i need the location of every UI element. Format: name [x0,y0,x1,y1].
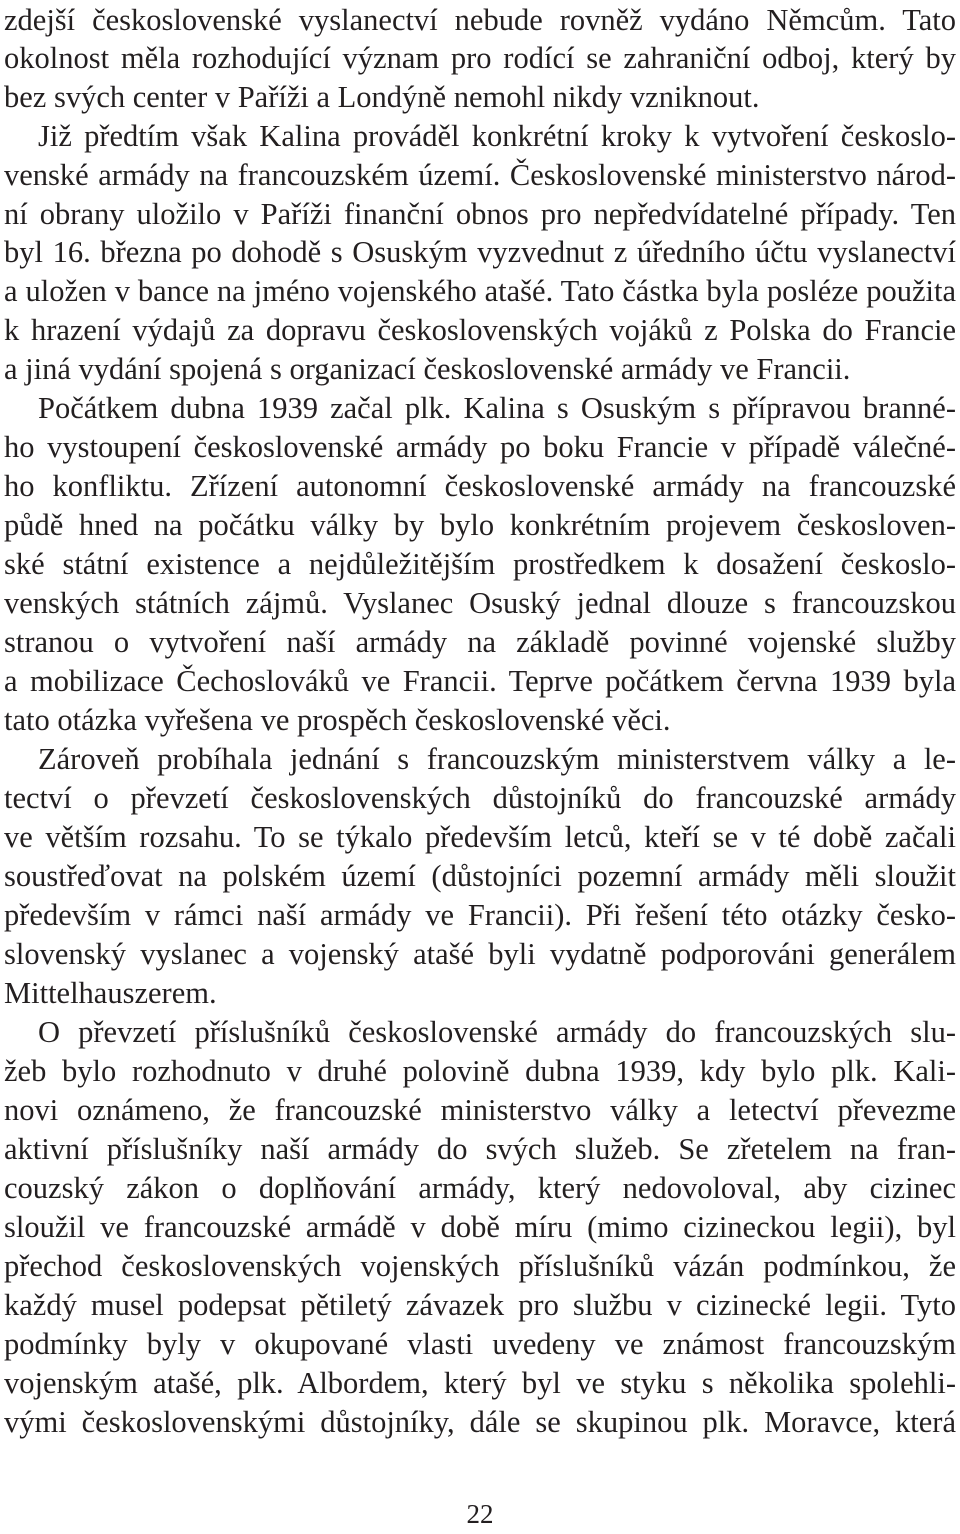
text-line: vými československými důstojníky, dále se skupinou plk. Moravce, která [4,1405,956,1439]
text-line: tato otázka vyřešena ve prospěch československé věci. [4,703,671,737]
document-page [4,0,956,1526]
text-line: tectví o převzetí československých důstojníků do francouzské armády [4,781,956,815]
text-line: couzský zákon o doplňování armády, který nedovoloval, aby cizinec [4,1171,956,1205]
text-line: bez svých center v Paříži a Londýně nemohl nikdy vzniknout. [4,80,760,114]
text-line: ní obrany uložilo v Paříži finanční obnos pro nepředvídatelné případy. Ten [4,197,956,231]
text-line: stranou o vytvoření naší armády na základě povinné vojenské služby [4,625,956,659]
text-line: každý musel podepsat pětiletý závazek pro službu v cizinecké legii. Tyto [4,1288,956,1322]
text-line: ho vystoupení československé armády po boku Francie v případě válečné- [4,430,956,464]
text-line: soustřeďovat na polském území (důstojníci pozemní armády měli sloužit [4,859,956,893]
text-line: ve větším rozsahu. To se týkalo především letců, kteří se v té době začali [4,820,956,854]
text-line: a mobilizace Čechoslováků ve Francii. Teprve počátkem června 1939 byla [4,664,956,698]
text-line: byl 16. března po dohodě s Osuským vyzvednut z úředního účtu vyslanectví [4,235,956,269]
text-line: podmínky byly v okupované vlasti uvedeny ve známost francouzským [4,1327,956,1361]
paragraph-start-line: Zároveň probíhala jednání s francouzským ministerstvem války a le- [38,742,956,776]
text-line: a jiná vydání spojená s organizací československé armády ve Francii. [4,352,851,386]
text-line: aktivní příslušníky naší armády do svých služeb. Se zřetelem na fran- [4,1132,956,1166]
text-line: žeb bylo rozhodnuto v druhé polovině dubna 1939, kdy bylo plk. Kali- [4,1054,956,1088]
paragraph-start-line: Počátkem dubna 1939 začal plk. Kalina s Osuským s přípravou branné- [38,391,956,425]
text-line: sloužil ve francouzské armádě v době míru (mimo cizineckou legii), byl [4,1210,956,1244]
text-line: půdě hned na počátku války by bylo konkrétním projevem českosloven- [4,508,956,542]
text-line: především v rámci naší armády ve Francii). Při řešení této otázky česko- [4,898,956,932]
text-line: venských státních zájmů. Vyslanec Osuský jednal dlouze s francouzskou [4,586,956,620]
paragraph-start-line: Již předtím však Kalina prováděl konkrétní kroky k vytvoření českoslo- [38,119,956,153]
text-line: přechod československých vojenských příslušníků vázán podmínkou, že [4,1249,956,1283]
text-line: zdejší československé vyslanectví nebude rovněž vydáno Němcům. Tato [4,3,956,37]
text-line: vojenským atašé, plk. Albordem, který byl ve styku s několika spolehli- [4,1366,956,1400]
page-number: 22 [466,1499,494,1529]
text-line: okolnost měla rozhodující význam pro rodící se zahraniční odboj, který by [4,41,956,75]
paragraph-start-line: O převzetí příslušníků československé armády do francouzských slu- [38,1015,956,1049]
text-line: slovenský vyslanec a vojenský atašé byli vydatně podporováni generálem [4,937,956,971]
text-line: ské státní existence a nejdůležitějším prostředkem k dosažení českoslo- [4,547,956,581]
text-line: novi oznámeno, že francouzské ministerstvo války a letectví převezme [4,1093,956,1127]
text-line: ho konfliktu. Zřízení autonomní československé armády na francouzské [4,469,956,503]
text-line: k hrazení výdajů za dopravu československých vojáků z Polska do Francie [4,313,956,347]
text-line: Mittelhauszerem. [4,976,217,1010]
text-line: a uložen v bance na jméno vojenského atašé. Tato částka byla posléze použita [4,274,956,308]
text-line: venské armády na francouzském území. Československé ministerstvo národ- [4,158,956,192]
